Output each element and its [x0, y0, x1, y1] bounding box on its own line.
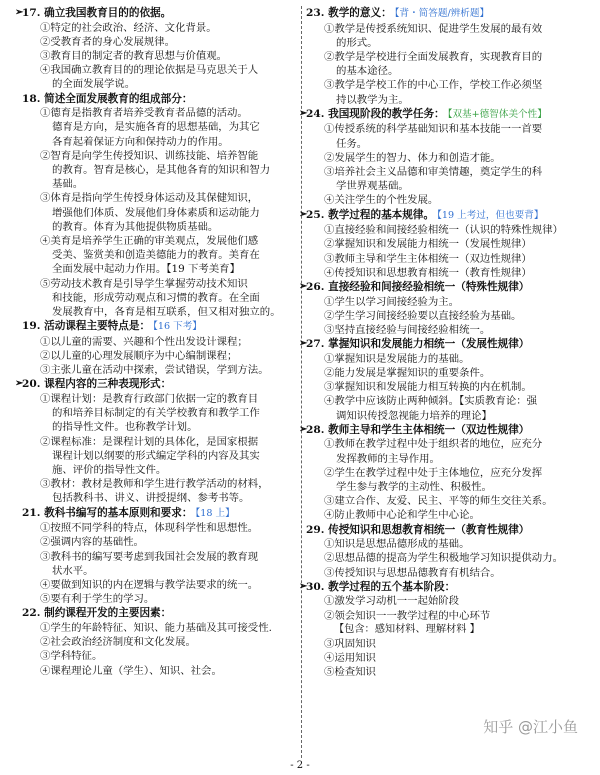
line-text: ①课程计划：是教育行政部门依据一定的教育目	[40, 393, 259, 406]
answer-continuation	[52, 305, 298, 319]
arrow-marker-icon: ➢	[15, 7, 24, 18]
answer-item	[324, 352, 582, 366]
line-text: 19. 活动课程主要特点是：	[22, 320, 151, 333]
line-text: ②思想品德的提高为学生积极地学习知识提供动力。	[324, 552, 563, 565]
question-heading	[306, 6, 582, 22]
answer-note	[334, 623, 582, 637]
line-text: 24. 我国现阶段的教学任务：	[306, 107, 445, 120]
line-text: 23. 教学的意义：	[306, 7, 392, 19]
arrow-marker-icon: ➢	[299, 208, 308, 220]
answer-item	[40, 578, 298, 592]
line-text: ②教学是学校进行全面发展教育，实现教育目的	[324, 51, 543, 63]
line-text: ②掌握知识和发展能力相统一（发展性规律）	[324, 238, 532, 251]
line-text: 学世界观基础。	[336, 180, 409, 193]
question-heading	[299, 280, 582, 295]
answer-item	[324, 309, 582, 323]
exam-tag: 【19 下考美育】	[166, 263, 240, 276]
line-text: 全面发展中起动力作用。	[52, 263, 167, 276]
exam-tag: 【16 下考】	[153, 321, 202, 333]
line-text: ③教育目的制定者的教育思想与价值观。	[40, 50, 228, 62]
answer-item	[40, 349, 298, 363]
line-text: ④传授知识和思想教育相统一（教育性规律）	[324, 266, 532, 279]
answer-continuation	[336, 452, 582, 466]
line-text: ②社会政治经济制度和文化发展。	[40, 636, 196, 649]
line-text: ①直接经验和间接经验相统一（认识的特殊性规律）	[324, 224, 563, 237]
line-text: ①教师在教学过程中处于组织者的地位，应充分	[324, 438, 543, 451]
line-text: 包括教科书、讲义、讲授提纲、参考书等。	[52, 492, 250, 505]
question-heading	[22, 606, 298, 621]
answer-item	[40, 335, 298, 349]
line-text: 的教育。智育是核心，是其他各育的知识和智力	[52, 164, 271, 177]
line-text: 18. 简述全面发展教育的组成部分：	[22, 92, 193, 105]
line-text: ①传授系统的科学基础知识和基本技能一一首要	[324, 123, 543, 136]
answer-continuation	[52, 77, 298, 91]
line-text: 【包含：感知材料、理解材料 】	[334, 623, 480, 635]
question-heading	[299, 580, 582, 595]
arrow-marker-icon: ➢	[299, 281, 308, 293]
answer-item	[40, 521, 298, 535]
answer-item	[40, 63, 298, 77]
answer-item	[40, 191, 298, 205]
line-text: ⑤要有利于学生的学习。	[40, 593, 155, 606]
answer-item	[324, 665, 582, 679]
answer-item	[40, 477, 298, 491]
answer-item	[40, 535, 298, 549]
answer-continuation	[336, 409, 582, 423]
answer-item	[324, 537, 582, 551]
line-text: 施、评价的指导性文件。	[52, 464, 167, 477]
line-text: 28. 教师主导和学生主体相统一（双边性规律）	[306, 423, 530, 436]
page-number: - 2 -	[290, 760, 310, 771]
answer-item	[324, 165, 582, 179]
answer-item	[324, 237, 582, 251]
question-heading	[299, 337, 582, 352]
answer-continuation	[52, 120, 298, 134]
arrow-marker-icon: ➢	[299, 423, 308, 435]
line-text: ③建立合作、友爱、民主、平等的师生交往关系。	[324, 495, 553, 508]
line-text: 的指导性文件。也称教学计划。	[52, 421, 198, 434]
answer-item	[324, 637, 582, 651]
answer-continuation	[52, 163, 298, 177]
line-text: ⑤劳动技术教育是引导学生掌握劳动技术知识	[40, 277, 248, 290]
line-text: ②领会知识一一教学过程的中心环节	[324, 609, 491, 622]
question-heading	[15, 377, 298, 392]
line-text: ②智育是向学生传授知识、训练技能、培养智能	[40, 149, 259, 162]
line-text: ③教科书的编写要考虑到我国社会发展的教育现	[40, 550, 259, 563]
line-text: 30. 教学过程的五个基本阶段：	[306, 580, 456, 593]
answer-item	[40, 392, 298, 406]
line-text: ③教材：教材是教师和学生进行教学活动的材料，	[40, 478, 269, 491]
question-heading	[299, 208, 582, 224]
answer-item	[40, 363, 298, 377]
answer-item	[40, 435, 298, 449]
line-text: 26. 直接经验和间接经验相统一（特殊性规律）	[306, 281, 530, 294]
answer-item	[324, 551, 582, 565]
line-text: 21. 教科书编写的基本原则和要求：	[22, 506, 193, 519]
question-heading	[299, 107, 582, 123]
answer-item	[324, 266, 582, 280]
line-text: ③学科特征。	[40, 650, 103, 663]
answer-item	[324, 252, 582, 266]
answer-continuation	[336, 480, 582, 494]
question-heading	[22, 92, 298, 107]
answer-item	[40, 649, 298, 663]
line-text: ③传授知识与思想品德教育有机结合。	[324, 566, 501, 579]
arrow-marker-icon: ➢	[15, 378, 24, 390]
answer-item	[324, 566, 582, 580]
line-text: 25. 教学过程的基本规律。	[306, 208, 435, 221]
answer-continuation	[52, 463, 298, 477]
answer-continuation	[52, 135, 298, 149]
question-heading	[306, 523, 582, 538]
line-text: ⑤检查知识	[324, 666, 376, 679]
answer-continuation	[52, 449, 298, 463]
answer-item	[40, 664, 298, 678]
answer-continuation	[336, 179, 582, 193]
exam-tag: 【19 上考过，但也要背】	[437, 209, 544, 221]
answer-item	[324, 323, 582, 337]
arrow-marker-icon: ➢	[299, 580, 308, 592]
answer-item	[40, 234, 298, 248]
line-text: ①学生以学习间接经验为主。	[324, 295, 460, 308]
answer-item	[324, 594, 582, 608]
line-text: 的全面发展学说。	[52, 78, 136, 91]
answer-continuation	[52, 406, 298, 420]
answer-item	[40, 49, 298, 63]
answer-item	[324, 295, 582, 309]
line-text: ③培养社会主义品德和审美情趣，奠定学生的科	[324, 166, 543, 179]
answer-item	[324, 223, 582, 237]
line-text: 的基本途径。	[336, 65, 399, 78]
line-text: ②能力发展是掌握知识的重要条件。	[324, 367, 491, 380]
line-text: ④我国确立教育目的的理论依据是马克思关于人	[40, 64, 259, 77]
line-text: ④运用知识	[324, 652, 376, 665]
exam-tag: 【双基+德智体美个性】	[447, 108, 547, 120]
line-text: ①特定的社会政治、经济、文化背景。	[40, 21, 217, 34]
answer-item	[324, 609, 582, 623]
watermark: 知乎 @江小鱼	[483, 718, 578, 736]
answer-item	[40, 106, 298, 120]
answer-item	[324, 193, 582, 207]
line-text: 的和培养目标制定的有关学校教育和教学工作	[52, 407, 260, 420]
answer-item	[40, 35, 298, 49]
question-heading	[22, 319, 298, 335]
line-text: ④要做到知识的内在逻辑与教学法要求的统一。	[40, 579, 259, 592]
line-text: 17. 确立我国教育目的的依据。	[22, 7, 172, 19]
line-text: 的教育。体育为其他提供物质基础。	[52, 220, 219, 233]
line-text: ②以儿童的心理发展顺序为中心编制课程；	[40, 350, 238, 363]
line-text: 任务。	[336, 137, 368, 150]
line-text: 发展教育中，各育是相互联系，但又相对独立的。	[52, 306, 281, 319]
question-heading	[15, 6, 298, 21]
question-heading	[22, 506, 298, 522]
line-text: ③掌握知识和发展能力相互转换的内在机制。	[324, 381, 532, 394]
answer-item	[40, 592, 298, 606]
line-text: 受美、鉴赏美和创造美德能力的教育。美育在	[52, 249, 260, 262]
answer-continuation	[52, 248, 298, 262]
answer-item	[40, 277, 298, 291]
line-text: 学生参与教学的主动性、积极性。	[336, 481, 492, 494]
answer-item	[324, 380, 582, 394]
answer-item	[324, 651, 582, 665]
answer-item	[324, 50, 582, 64]
line-text: 27. 掌握知识和发展能力相统一（发展性规律）	[306, 338, 530, 351]
line-text: ①学生的年龄特征、知识、能力基础及其可接受性.	[40, 622, 272, 635]
answer-continuation	[52, 564, 298, 578]
answer-item	[324, 22, 582, 36]
arrow-marker-icon: ➢	[299, 107, 308, 119]
answer-continuation	[52, 262, 298, 276]
answer-item	[40, 550, 298, 564]
line-text: ②受教育者的身心发展规律。	[40, 35, 176, 48]
line-text: ②强调内容的基础性。	[40, 536, 144, 549]
line-text: ③教师主导和学生主体相统一（双边性规律）	[324, 252, 532, 265]
line-text: 基础。	[52, 178, 84, 191]
line-text: 持以教学为主。	[336, 93, 409, 106]
arrow-marker-icon: ➢	[299, 338, 308, 350]
line-text: ③坚持直接经验与间接经验相统一。	[324, 324, 491, 337]
document-page	[15, 6, 582, 758]
line-text: ④教学中应该防止两种倾斜。【实质教育论：强	[324, 395, 538, 408]
line-text: 的形式。	[336, 36, 378, 49]
line-text: 和技能，形成劳动观点和习惯的教育。在全面	[52, 291, 260, 304]
line-text: ④防止教师中心论和学生中心论。	[324, 509, 480, 522]
answer-item	[324, 494, 582, 508]
line-text: ④课程理论儿童（学生）、知识、社会。	[40, 664, 222, 677]
line-text: 状水平。	[52, 564, 94, 577]
answer-item	[40, 21, 298, 35]
exam-tag: 【18 上】	[195, 507, 235, 519]
answer-continuation	[52, 291, 298, 305]
answer-continuation	[336, 93, 582, 107]
answer-continuation	[52, 220, 298, 234]
line-text: ①掌握知识是发展能力的基础。	[324, 352, 470, 365]
line-text: ①以儿童的需要、兴趣和个性出发设计课程；	[40, 335, 248, 348]
line-text: 德育是方向，是实施各育的思想基础，为其它	[52, 121, 260, 134]
line-text: ③主张儿童在活动中探索，尝试错误，学到方法。	[40, 364, 269, 377]
answer-item	[324, 151, 582, 165]
answer-item	[324, 366, 582, 380]
answer-item	[40, 149, 298, 163]
line-text: ③教学是学校工作的中心工作，学校工作必须坚	[324, 79, 543, 92]
line-text: 22. 制约课程开发的主要因素：	[22, 607, 172, 620]
left-column	[15, 6, 298, 678]
answer-item	[324, 394, 582, 408]
answer-item	[324, 78, 582, 92]
answer-continuation	[336, 64, 582, 78]
line-text: ②发展学生的智力、体力和创造才能。	[324, 151, 501, 164]
right-column	[299, 6, 582, 680]
line-text: ③体育是指向学生传授身体运动及其保健知识，	[40, 192, 259, 205]
line-text: 调知识传授忽视能力培养的理论】	[336, 409, 492, 422]
answer-item	[40, 635, 298, 649]
line-text: ①知识是思想品德形成的基础。	[324, 538, 470, 551]
line-text: ④美育是培养学生正确的审美观点，发展他们感	[40, 235, 259, 248]
line-text: 增强他们体质、发展他们身体素质和运动能力	[52, 206, 260, 219]
answer-continuation	[52, 177, 298, 191]
line-text: 发挥教师的主导作用。	[336, 452, 440, 465]
answer-item	[40, 621, 298, 635]
answer-continuation	[336, 137, 582, 151]
line-text: ②学生在教学过程中处于主体地位，应充分发挥	[324, 466, 543, 479]
exam-tag: 【背・简答题/辨析题】	[394, 8, 490, 19]
line-text: ②课程标准：是课程计划的具体化，是国家根据	[40, 435, 259, 448]
answer-item	[324, 508, 582, 522]
line-text: ②学生学习间接经验要以直接经验为基础。	[324, 309, 522, 322]
answer-item	[324, 437, 582, 451]
line-text: ③巩固知识	[324, 638, 376, 651]
answer-continuation	[52, 491, 298, 505]
line-text: 课程计划以纲要的形式编定学科的内容及其实	[52, 449, 260, 462]
line-text: ①教学是传授系统知识、促进学生发展的最有效	[324, 22, 543, 35]
line-text: 20. 课程内容的三种表现形式：	[22, 378, 172, 391]
answer-continuation	[336, 36, 582, 50]
line-text: 各育起着保证方向和保持动力的作用。	[52, 135, 229, 148]
line-text: ④关注学生的个性发展。	[324, 194, 439, 207]
question-heading	[299, 423, 582, 438]
answer-continuation	[52, 420, 298, 434]
line-text: ①德育是指教育者培养受教育者品德的活动。	[40, 107, 248, 120]
line-text: ①激发学习动机一一起始阶段	[324, 595, 460, 608]
line-text: ①按照不同学科的特点，体现科学性和思想性。	[40, 522, 259, 535]
line-text: 29. 传授知识和思想教育相统一（教育性规律）	[306, 523, 530, 536]
answer-item	[324, 466, 582, 480]
answer-continuation	[52, 206, 298, 220]
answer-item	[324, 122, 582, 136]
